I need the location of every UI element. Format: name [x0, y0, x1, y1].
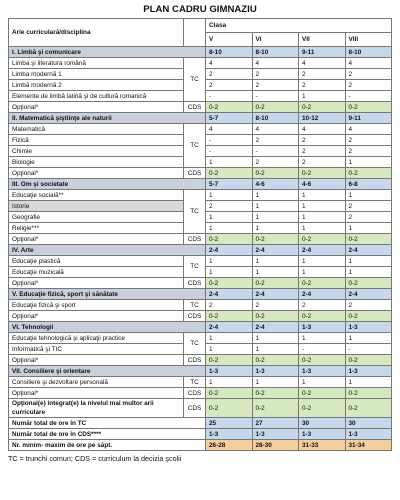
hours-cell: 1	[206, 377, 253, 388]
hours-cell: 1	[252, 344, 299, 355]
hours-cell: 1	[345, 333, 392, 344]
section-row	[9, 113, 392, 124]
hours-cell: 1-3	[252, 366, 299, 377]
hours-cell: 0-2	[206, 278, 253, 289]
hours-cell: 2-4	[206, 322, 253, 333]
category-cell: TC	[184, 377, 206, 388]
hours-cell: 4	[345, 58, 392, 69]
hours-cell: 9-11	[299, 47, 346, 58]
category-cell: TC	[184, 300, 206, 311]
grade-header: VII	[299, 33, 346, 47]
category-cell: TC	[184, 256, 206, 278]
hours-cell: 1	[345, 157, 392, 168]
grade-header: V	[206, 33, 253, 47]
subject-name: Istorie	[9, 201, 184, 212]
hours-cell: 0-2	[252, 102, 299, 113]
hours-cell: 4	[206, 124, 253, 135]
subject-row	[9, 124, 392, 135]
hours-cell: 1	[206, 190, 253, 201]
subject-name: Biologie	[9, 157, 184, 168]
hours-cell: 1	[206, 256, 253, 267]
subject-name: Fizică	[9, 135, 184, 146]
optional-row	[9, 355, 392, 366]
hours-cell: 2	[345, 201, 392, 212]
subject-name: Opţional*	[9, 278, 184, 289]
hours-cell: 1	[252, 223, 299, 234]
hours-cell: -	[206, 91, 253, 102]
subject-name: Opţional(e) integrat(e) la nivelul mai multor arii curriculare	[9, 399, 184, 418]
subject-name: Opţional*	[9, 355, 184, 366]
hours-cell: 8-10	[345, 47, 392, 58]
hours-cell: 1	[299, 223, 346, 234]
subject-name: Limba şi literatura română	[9, 58, 184, 69]
section-title: I. Limbă şi comunicare	[9, 47, 206, 58]
section-row	[9, 289, 392, 300]
hours-cell: 2	[206, 80, 253, 91]
hours-cell: 2	[345, 80, 392, 91]
hours-cell: 2	[299, 146, 346, 157]
hours-cell: 1	[345, 267, 392, 278]
subject-name: Opţional*	[9, 311, 184, 322]
subject-name: Opţional*	[9, 234, 184, 245]
subject-name: Chimie	[9, 146, 184, 157]
hours-cell: 30	[299, 418, 346, 429]
hours-cell: 4	[206, 58, 253, 69]
hours-cell: 0-2	[206, 388, 253, 399]
hours-cell: 2	[206, 201, 253, 212]
hours-cell: 2	[252, 69, 299, 80]
hours-cell: 2-4	[252, 322, 299, 333]
hours-cell: 0-2	[345, 278, 392, 289]
section-row	[9, 47, 392, 58]
section-title: III. Om şi societate	[9, 179, 206, 190]
hours-cell: 0-2	[252, 388, 299, 399]
hours-cell: 2	[345, 300, 392, 311]
hours-cell: 1	[206, 333, 253, 344]
subject-name: Educaţie fizică şi sport	[9, 300, 184, 311]
hours-cell: 1	[206, 157, 253, 168]
clasa-header: Clasa	[206, 19, 392, 33]
hours-cell: 1	[206, 267, 253, 278]
hours-cell: 1	[299, 91, 346, 102]
hours-cell: 31-34	[345, 440, 392, 451]
subject-name: Consiliere şi dezvoltare personală	[9, 377, 184, 388]
hours-cell: 6-8	[345, 179, 392, 190]
hours-cell: 2	[299, 300, 346, 311]
section-row	[9, 322, 392, 333]
hours-cell: 0-2	[299, 311, 346, 322]
hours-cell: 0-2	[299, 102, 346, 113]
section-title: VI. Tehnologii	[9, 322, 206, 333]
category-cell: TC	[184, 58, 206, 102]
hours-cell: 25	[206, 418, 253, 429]
hours-cell: 9-11	[345, 113, 392, 124]
section-title: II. Matematică şiştiinţe ale naturii	[9, 113, 206, 124]
hours-cell: 0-2	[345, 234, 392, 245]
hours-cell: 4	[252, 58, 299, 69]
hours-cell: 0-2	[252, 355, 299, 366]
hours-cell: 1-3	[299, 366, 346, 377]
optional-row	[9, 278, 392, 289]
optional-row	[9, 234, 392, 245]
document-title: PLAN CADRU GIMNAZIU	[143, 4, 257, 15]
hours-cell: 30	[345, 418, 392, 429]
hours-cell: 0-2	[345, 355, 392, 366]
hours-cell: 1	[299, 212, 346, 223]
category-cell: TC	[184, 124, 206, 168]
category-cell: CDS	[184, 234, 206, 245]
hours-cell: 8-10	[252, 47, 299, 58]
hours-cell: 2	[345, 212, 392, 223]
hours-cell: 1	[345, 190, 392, 201]
section-row	[9, 366, 392, 377]
hours-cell: -	[206, 135, 253, 146]
hours-cell: 0-2	[206, 399, 253, 418]
subject-name: Opţional*	[9, 168, 184, 179]
hours-cell: 4	[345, 124, 392, 135]
subject-row	[9, 377, 392, 388]
min-max-row	[9, 440, 392, 451]
hours-cell: 2-4	[206, 245, 253, 256]
subject-name: Limbă modernă 2	[9, 80, 184, 91]
area-header: Arie curriculară/disciplina	[9, 19, 184, 47]
hours-cell: -	[252, 146, 299, 157]
hours-cell: 1-3	[345, 429, 392, 440]
hours-cell: -	[345, 344, 392, 355]
hours-cell: 1	[345, 223, 392, 234]
optional-row	[9, 168, 392, 179]
hours-cell: 1	[299, 333, 346, 344]
hours-cell: 1-3	[345, 322, 392, 333]
hours-cell: -	[206, 146, 253, 157]
subject-name: Opţional*	[9, 388, 184, 399]
hours-cell: 1	[345, 377, 392, 388]
hours-cell: 0-2	[252, 234, 299, 245]
grade-header: VIII	[345, 33, 392, 47]
hours-cell: 2-4	[345, 289, 392, 300]
subject-name: Educaţie muzicală	[9, 267, 184, 278]
subject-name: Opţional*	[9, 102, 184, 113]
hours-cell: 2	[252, 135, 299, 146]
hours-cell: 2	[345, 146, 392, 157]
hours-cell: 2-4	[299, 289, 346, 300]
hours-cell: 0-2	[345, 311, 392, 322]
hours-cell: 2-4	[345, 245, 392, 256]
hours-cell: 0-2	[299, 278, 346, 289]
category-header	[184, 19, 206, 47]
hours-cell: 0-2	[252, 278, 299, 289]
hours-cell: 1-3	[299, 429, 346, 440]
header-row	[9, 19, 392, 33]
total-label: Număr total de ore în CDS****	[9, 429, 206, 440]
hours-cell: 1	[299, 267, 346, 278]
grade-header: VI	[252, 33, 299, 47]
hours-cell: 1	[252, 201, 299, 212]
hours-cell: 0-2	[252, 168, 299, 179]
hours-cell: 2	[252, 157, 299, 168]
hours-cell: -	[252, 91, 299, 102]
hours-cell: 1-3	[299, 322, 346, 333]
hours-cell: 2	[299, 157, 346, 168]
hours-cell: 1	[206, 344, 253, 355]
hours-cell: 2	[252, 300, 299, 311]
section-row	[9, 245, 392, 256]
total-label: Nr. minim- maxim de ore pe săpt.	[9, 440, 206, 451]
hours-cell: 0-2	[299, 168, 346, 179]
hours-cell: 4	[299, 58, 346, 69]
category-cell: TC	[184, 190, 206, 234]
hours-cell: 2	[345, 135, 392, 146]
hours-cell: -	[345, 91, 392, 102]
section-title: VII. Consiliere şi orientare	[9, 366, 206, 377]
hours-cell: 0-2	[206, 102, 253, 113]
hours-cell: 2-4	[252, 289, 299, 300]
hours-cell: 4	[252, 124, 299, 135]
total-label: Număr total de ore în TC	[9, 418, 206, 429]
hours-cell: 0-2	[206, 311, 253, 322]
subject-row	[9, 190, 392, 201]
hours-cell: 2	[299, 135, 346, 146]
hours-cell: 2-4	[299, 245, 346, 256]
hours-cell: 2	[345, 69, 392, 80]
hours-cell: 1	[299, 377, 346, 388]
category-cell: CDS	[184, 355, 206, 366]
category-cell: CDS	[184, 278, 206, 289]
hours-cell: 1-3	[206, 429, 253, 440]
optional-integrated-row	[9, 399, 392, 418]
subject-row	[9, 58, 392, 69]
optional-row	[9, 388, 392, 399]
total-tc-row	[9, 418, 392, 429]
hours-cell: 1	[299, 190, 346, 201]
hours-cell: 2-4	[252, 245, 299, 256]
subject-name: Educaţie tehnologică şi aplicaţii practice	[9, 333, 184, 344]
hours-cell: 1	[252, 377, 299, 388]
hours-cell: 4-6	[252, 179, 299, 190]
subject-name: Matematică	[9, 124, 184, 135]
category-cell: CDS	[184, 168, 206, 179]
subject-row	[9, 333, 392, 344]
hours-cell: 2	[299, 69, 346, 80]
hours-cell: 8-10	[252, 113, 299, 124]
hours-cell: 1	[206, 212, 253, 223]
hours-cell: 0-2	[252, 399, 299, 418]
hours-cell: 5-7	[206, 179, 253, 190]
hours-cell: 0-2	[252, 311, 299, 322]
hours-cell: 2-4	[206, 289, 253, 300]
hours-cell: 0-2	[206, 355, 253, 366]
hours-cell: 1	[206, 223, 253, 234]
hours-cell: 1-3	[252, 429, 299, 440]
hours-cell: 0-2	[206, 168, 253, 179]
subject-name: Informatică şi TIC	[9, 344, 184, 355]
hours-cell: 1	[299, 201, 346, 212]
subject-name: Geografie	[9, 212, 184, 223]
section-title: V. Educaţie fizică, sport şi sănătate	[9, 289, 206, 300]
hours-cell: 2	[206, 69, 253, 80]
hours-cell: 0-2	[345, 399, 392, 418]
hours-cell: 1	[252, 212, 299, 223]
subject-name: Educaţie socială**	[9, 190, 184, 201]
total-cds-row	[9, 429, 392, 440]
subject-name: Limba modernă 1	[9, 69, 184, 80]
hours-cell: 2	[206, 300, 253, 311]
optional-row	[9, 311, 392, 322]
hours-cell: 0-2	[299, 388, 346, 399]
hours-cell: 1	[252, 267, 299, 278]
hours-cell: 1	[252, 190, 299, 201]
hours-cell: 5-7	[206, 113, 253, 124]
subject-row	[9, 256, 392, 267]
hours-cell: 8-10	[206, 47, 253, 58]
category-cell: CDS	[184, 399, 206, 418]
hours-cell: 2	[299, 80, 346, 91]
subject-name: Religie***	[9, 223, 184, 234]
hours-cell: 1-3	[345, 366, 392, 377]
hours-cell: 2	[252, 80, 299, 91]
hours-cell: 1	[345, 256, 392, 267]
legend-footnote: TC = trunchi comun; CDS = curriculum la decizia şcolii	[8, 454, 182, 463]
hours-cell: -	[299, 344, 346, 355]
hours-cell: 1	[252, 333, 299, 344]
hours-cell: 10-12	[299, 113, 346, 124]
hours-cell: 1	[252, 256, 299, 267]
hours-cell: 31-33	[299, 440, 346, 451]
hours-cell: 1	[299, 256, 346, 267]
hours-cell: 0-2	[345, 102, 392, 113]
section-row	[9, 179, 392, 190]
subject-name: Elemente de limbă latină şi de cultură romanică	[9, 91, 184, 102]
category-cell: CDS	[184, 388, 206, 399]
hours-cell: 0-2	[206, 234, 253, 245]
hours-cell: 1-3	[206, 366, 253, 377]
hours-cell: 26-28	[206, 440, 253, 451]
hours-cell: 0-2	[299, 234, 346, 245]
hours-cell: 0-2	[299, 399, 346, 418]
category-cell: CDS	[184, 311, 206, 322]
optional-row	[9, 102, 392, 113]
hours-cell: 4-6	[299, 179, 346, 190]
hours-cell: 0-2	[345, 388, 392, 399]
hours-cell: 0-2	[345, 168, 392, 179]
subject-name: Educaţie plastică	[9, 256, 184, 267]
hours-cell: 0-2	[299, 355, 346, 366]
category-cell: CDS	[184, 102, 206, 113]
subject-row	[9, 300, 392, 311]
hours-cell: 27	[252, 418, 299, 429]
hours-cell: 28-30	[252, 440, 299, 451]
hours-cell: 4	[299, 124, 346, 135]
category-cell: TC	[184, 333, 206, 355]
curriculum-table	[8, 18, 392, 451]
section-title: IV. Arte	[9, 245, 206, 256]
